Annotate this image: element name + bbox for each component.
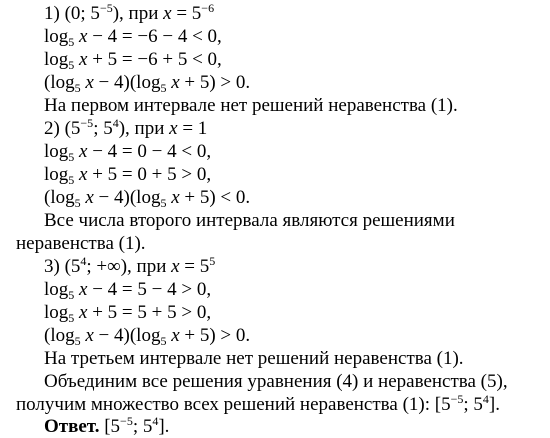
answer-label: Ответ. [44, 416, 100, 437]
case-2-factor-1: $\log_5 x - 4 = 0 - 4 < 0$, [44, 141, 212, 164]
case-1-factor-1: $\log_5 x - 4 = -6 - 4 < 0$, [44, 26, 222, 49]
case-1-factor-2: $\log_5 x + 5 = -6 + 5 < 0$, [44, 49, 222, 72]
case-2-conclusion-cont: неравенства (1). [16, 233, 146, 254]
case-2-header: 2) ($5^{-5}$; $5^4$), при x = 1 [44, 116, 208, 139]
union-statement-cont: получим множество всех решений неравенства (1): [$5^{-5}$; $5^4$]. [16, 392, 500, 415]
case-2-conclusion: Все числа второго интервала являются решениями [44, 210, 455, 231]
case-2-factor-2: $\log_5 x + 5 = 0 + 5 > 0$, [44, 164, 212, 187]
case-3-conclusion: На третьем интервале нет решений неравенства (1). [44, 348, 464, 369]
case-2-product: ($\log_5$ $x - 4)(\log_5$ x + 5) < 0. [44, 187, 251, 210]
union-statement: Объединим все решения уравнения (4) и неравенства (5), [44, 371, 508, 392]
case-1-header: 1) (0; $5^{-5}$), при $x = 5^{-6}$ [44, 1, 215, 24]
case-3-factor-2: $\log_5 x + 5 = 5 + 5 > 0$, [44, 302, 212, 325]
answer-line: Ответ. [$5^{-5}$; $5^4$]. [44, 414, 170, 437]
case-3-factor-1: $\log_5 x - 4 = 5 - 4 > 0$, [44, 279, 212, 302]
case-3-header: 3) ($5^4$; +∞), при $x = 5^5$ [44, 254, 216, 277]
case-3-product: ($\log_5$ $x - 4)(\log_5$ x + 5) > 0. [44, 325, 251, 348]
case-1-conclusion: На первом интервале нет решений неравенства (1). [44, 95, 458, 116]
case-1-product: ($\log_5$ $x - 4)(\log_5$ x + 5) > 0. [44, 72, 251, 95]
